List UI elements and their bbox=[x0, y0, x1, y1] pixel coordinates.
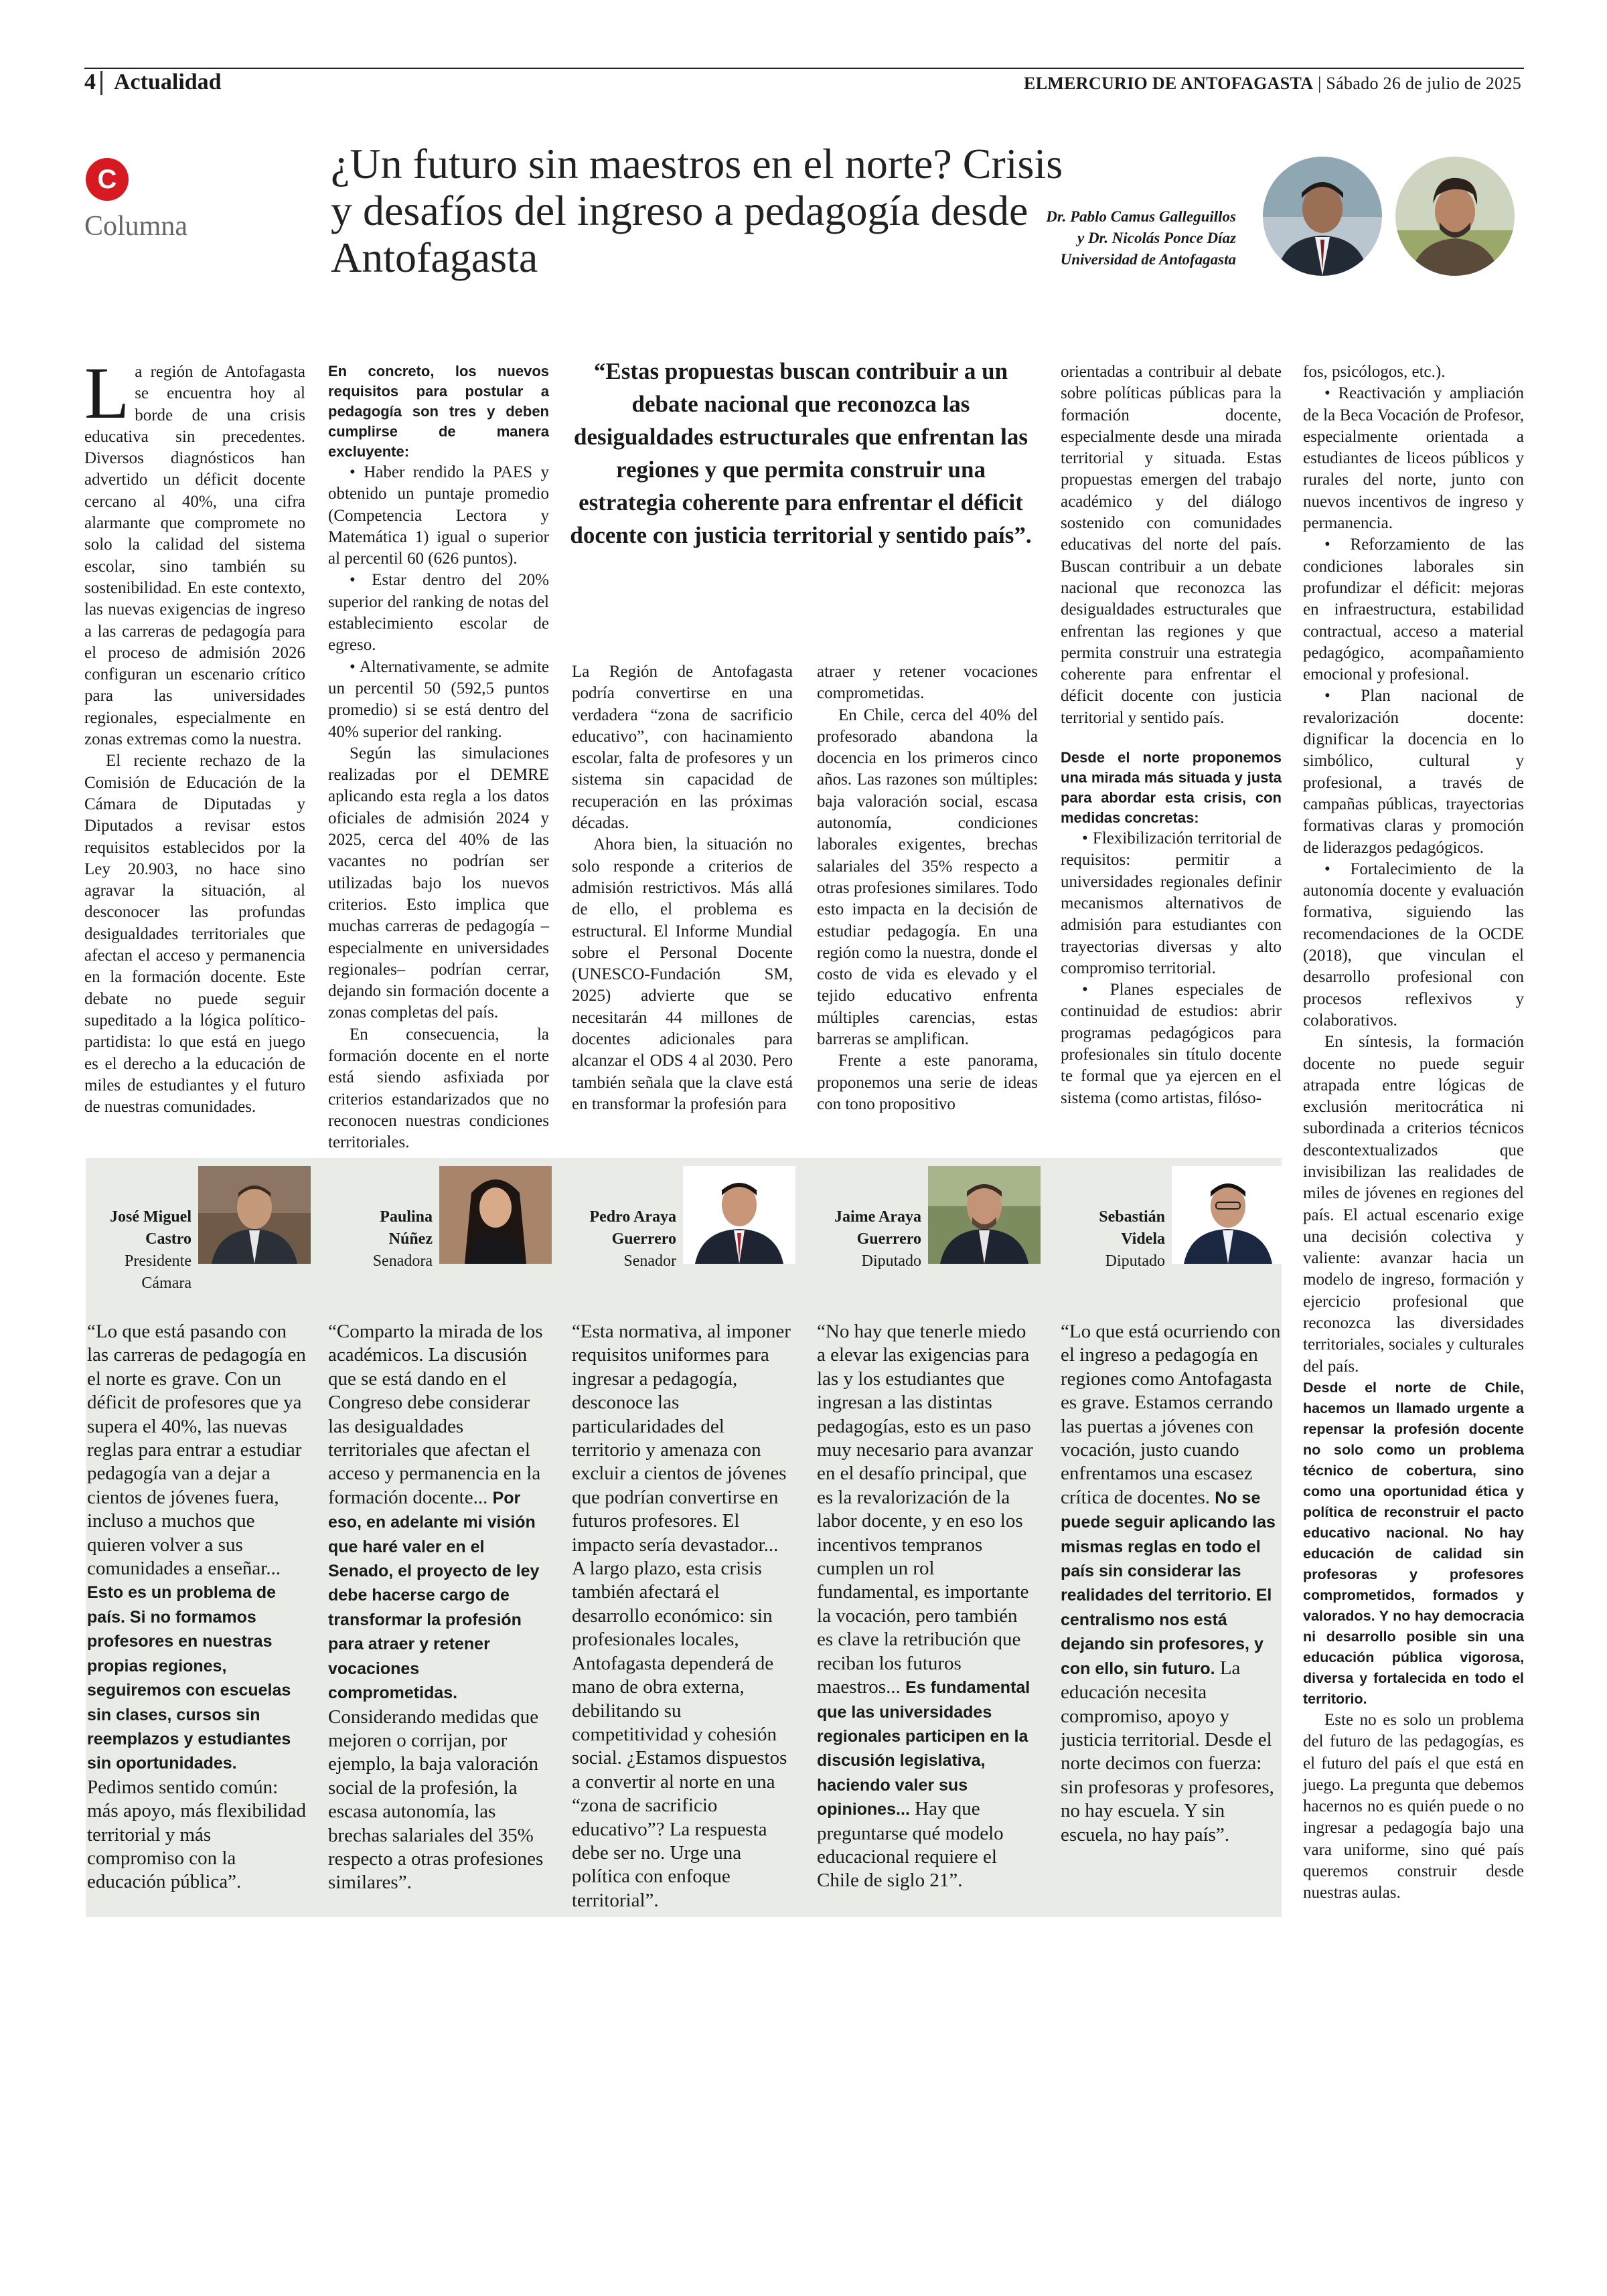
paragraph: orientadas a contribuir al debate sobre políticas públicas para la formación docente, especialmente desde una mirada territorial y situada. Estas propuestas emergen del trabajo académico y del diálogo sostenido con comunidades educativas del norte del país. Buscan contribuir a un debate nacional que reconozca las desigualdades estructurales que enfrentan las regiones y que permita construir una estrategia coherente para enfrentar el déficit docente con justicia territorial y sentido país. bbox=[1061, 363, 1282, 727]
person-name: Guerrero bbox=[856, 1230, 921, 1248]
person-role: Cámara bbox=[141, 1275, 192, 1292]
author-photo-2 bbox=[1395, 157, 1515, 276]
person-role: Diputado bbox=[1105, 1252, 1165, 1270]
drop-cap: L bbox=[84, 352, 130, 434]
issue-date: Sábado 26 de julio de 2025 bbox=[1326, 74, 1521, 93]
person-name: Castro bbox=[145, 1230, 192, 1248]
bullet-item: • Reactivación y ampliación de la Beca Vocación de Profesor, especialmente orientada a estudiantes de liceos públicos y rurales del norte, junto con nuevos incentivos de ingreso y permanencia. bbox=[1303, 384, 1524, 533]
paragraph: Frente a este panorama, proponemos una serie de ideas con tono propositivo bbox=[817, 1052, 1038, 1113]
article-column-2 bbox=[328, 361, 549, 1154]
article-column-6 bbox=[1303, 361, 1524, 1904]
quote-emphasis: Es fundamental que las universidades regionales participen en la discusión legislativa, haciendo valer sus opiniones... bbox=[817, 1678, 1030, 1819]
quote-text: Considerando medidas que mejoren o corrijan, por ejemplo, la baja valoración social de la profesión, la escasa autonomía, las brechas salariales del 35% respecto a otras profesiones similares”. bbox=[328, 1706, 544, 1894]
person-role: Diputado bbox=[861, 1252, 921, 1270]
person-photo bbox=[683, 1166, 795, 1264]
person-name: José Miguel bbox=[110, 1208, 192, 1226]
author-2: y Dr. Nicolás Ponce Díaz bbox=[1077, 230, 1236, 246]
paragraph: En Chile, cerca del 40% del profesorado abandona la docencia en los primeros cinco años. Las razones son múltiples: baja valoración social, escasa autonomía, condiciones laborales exigentes, brechas salariales del 35% respecto a otras profesiones similares. Todo esto impacta en la decisión de estudiar pedagogía. En una región como la nuestra, donde el costo de vida es elevado y el tejido educativo enfrenta múltiples carencias, estas barreras se amplifican. bbox=[817, 706, 1038, 1049]
paragraph: Ahora bien, la situación no solo responde a criterios de admisión restrictivos. Más allá de ello, el problema es estructural. El Informe Mundial sobre el Personal Docente (UNESCO-Fundación SM, 2025) advierte que se necesitarán 44 millones de docentes adicionales para alcanzar el ODS 4 al 2030. Pero también señala que la clave está en transformar la profesión para bbox=[572, 835, 793, 1113]
quote-text: “Comparto la mirada de los académicos. La discusión que se está dando en el Congreso debe considerar las desigualdades territoriales que afectan el acceso y permanencia en la formación docente... bbox=[328, 1321, 543, 1508]
article-column-4 bbox=[817, 661, 1038, 1115]
person-photo bbox=[439, 1166, 552, 1264]
paragraph: Según las simulaciones realizadas por el DEMRE aplicando esta regla a los datos oficiales de admisión 2024 y 2025, cerca del 40% de las vacantes no podrían ser utilizadas bajo los nuevos criterios. Esto implica que muchas carreras de pedagogía –especialmente en universidades regionales– podrían cerrar, dejando sin formación docente a zonas completas del país. bbox=[328, 744, 549, 1022]
quote-text: La educación necesita compromiso, apoyo y justicia territorial. Desde el norte decimos con fuerza: sin profesoras y profesores, no hay escuela. Y sin escuela, no hay país”. bbox=[1061, 1657, 1274, 1846]
article-column-3 bbox=[572, 661, 793, 1115]
bullet-item: • Alternativamente, se admite un percentil 50 (592,5 puntos promedio) si se está dentro del 40% superior del ranking. bbox=[328, 657, 549, 741]
person-name: Jaime Araya bbox=[834, 1208, 921, 1226]
bullet-item: • Haber rendido la PAES y obtenido un puntaje promedio (Competencia Lectora y Matemática 1) igual o superior al percentil 60 (626 puntos). bbox=[328, 463, 549, 568]
headline: ¿Un futuro sin maestros en el norte? Crisis y desafíos del ingreso a pedagogía desde Antofagasta bbox=[331, 140, 1063, 281]
article-column-1 bbox=[84, 352, 305, 1118]
quote-text: Hay que preguntarse qué modelo educacional requiere el Chile de siglo 21”. bbox=[817, 1798, 1004, 1892]
header-divider bbox=[100, 71, 102, 95]
quote-emphasis: Por eso, en adelante mi visión que haré valer en el Senado, el proyecto de ley debe hacerse cargo de transformar la profesión para atraer y retener vocaciones comprometidas. bbox=[328, 1488, 540, 1703]
bullet-item: • Estar dentro del 20% superior del ranking de notas del establecimiento escolar de egreso. bbox=[328, 571, 549, 655]
paragraph: a región de Antofagasta se encuentra hoy al borde de una crisis educativa sin precedentes. Diversos diagnósticos han advertido un déficit docente cercano al 40%, una cifra alarmante que compromete no solo la calidad del sistema escolar, sino también su sostenibilidad. En este contexto, las nuevas exigencias de ingreso a las carreras de pedagogía para el proceso de admisión 2026 configuran un escenario crítico para las universidades regionales, especialmente en zonas extremas como la nuestra. bbox=[84, 363, 305, 749]
person-role: Presidente bbox=[125, 1252, 192, 1270]
bullet-item: • Planes especiales de continuidad de estudios: abrir programas pedagógicos para profesionales sin título docente te formal que ya ejercen en el sistema (como artistas, filóso- bbox=[1061, 981, 1282, 1107]
bullet-item: • Plan nacional de revalorización docente: dignificar la docencia en lo simbólico, cultural y profesional, a través de campañas públicas, trayectorias formativas claras y promoción de liderazgos pedagógicos. bbox=[1303, 687, 1524, 857]
affiliation: Universidad de Antofagasta bbox=[1060, 251, 1236, 268]
pull-quote: “Estas propuestas buscan contribuir a un debate nacional que reconozca las desigualdades estructurales que enfrentan las regiones y que permita construir una estrategia coherente para enfrentar el déficit docente con justicia territorial y sentido país”. bbox=[570, 358, 1032, 548]
header-rule bbox=[84, 68, 1524, 69]
paragraph: En síntesis, la formación docente no puede seguir atrapada entre lógicas de exclusión meritocrática ni subordinada a criterios técnicos descontextualizados que invisibilizan las realidades de miles de jóvenes en regiones del país. El actual escenario exige una decisión colectiva y valiente: avanzar hacia un modelo de ingreso, formación y ejercicio profesional que reconozca las diversidades territoriales, sociales y culturales del país. bbox=[1303, 1033, 1524, 1376]
paragraph: fos, psicólogos, etc.). bbox=[1303, 363, 1446, 381]
paragraph: Este no es solo un problema del futuro de las pedagogías, es el futuro del país el que está en juego. La pregunta que debemos hacernos no es quién puede o no ingresar a pedagogía bajo una vara uniforme, sino qué país queremos construir desde nuestras aulas. bbox=[1303, 1710, 1524, 1902]
person-name: Paulina bbox=[380, 1208, 433, 1226]
column-badge-icon: C bbox=[86, 158, 129, 201]
paragraph: El reciente rechazo de la Comisión de Educación de la Cámara de Diputadas y Diputados a revisar estos requisitos establecidos por la Ley 20.903, no hace sino agravar la situación, al desconocer las profundas desigualdades territoriales que afectan el acceso y permanencia en la formación docente. Este debate no puede seguir supeditado a la lógica político-partidista: lo que está en juego es el derecho a la educación de miles de estudiantes y el futuro de nuestras comunidades. bbox=[84, 752, 305, 1117]
person-photo bbox=[1172, 1166, 1284, 1264]
bullet-item: • Fortalecimiento de la autonomía docente y evaluación formativa, siguiendo las recomendaciones de la OCDE (2018), que vinculan el desarrollo profesional con procesos reflexivos y colaborativos. bbox=[1303, 859, 1524, 1030]
quote-emphasis: No se puede seguir aplicando las mismas reglas en todo el país sin considerar las realidades del territorio. El centralismo nos está dejando sin profesores, y con ello, sin futuro. bbox=[1061, 1488, 1276, 1678]
person-name: Sebastián bbox=[1099, 1208, 1165, 1226]
page-number: 4 bbox=[84, 70, 96, 94]
byline bbox=[897, 206, 1236, 270]
closing-bold-paragraph: Desde el norte de Chile, hacemos un llamado urgente a repensar la profesión docente no solo como un problema técnico de cobertura, sino como una oportunidad ética y política de reconstruir el pacto educativo nacional. No hay educación de calidad sin profesoras y profesores comprometidos, formados y valorados. Y no hay democracia ni desarrollo posible sin una educación pública vigorosa, diversa y fortalecida en todo el territorio. bbox=[1303, 1379, 1524, 1707]
person-role: Senadora bbox=[372, 1252, 433, 1270]
article-column-5 bbox=[1061, 361, 1282, 1109]
person-name: Núñez bbox=[388, 1230, 433, 1248]
author-1: Dr. Pablo Camus Galleguillos bbox=[1046, 208, 1236, 225]
column-label: Columna bbox=[84, 211, 187, 242]
subhead: Desde el norte proponemos una mirada más situada y justa para abordar esta crisis, con medidas concretas: bbox=[1061, 749, 1282, 827]
bullet-item: • Reforzamiento de las condiciones laborales sin profundizar el déficit: mejoras en infraestructura, estabilidad contractual, acceso a material pedagógico, acompañamiento emocional y profesional. bbox=[1303, 536, 1524, 684]
quote-text: “Esta normativa, al imponer requisitos uniformes para ingresar a pedagogía, desconoce las particularidades del territorio y amenaza con excluir a cientos de jóvenes que podrían convertirse en futuros profesores. El impacto sería devastador... A largo plazo, esta crisis también afectará el desarrollo económico: sin profesionales locales, Antofagasta dependerá de mano de obra externa, debilitando su competitividad y cohesión social. ¿Estamos dispuestos a convertir al norte en una “zona de sacrificio educativo”? La respuesta debe ser no. Urge una política con enfoque territorial”. bbox=[572, 1321, 791, 1911]
quote-text: “Lo que está pasando con las carreras de pedagogía en el norte es grave. Con un déficit de profesores que ya supera el 40%, las nuevas reglas para entrar a estudiar pedagogía van a dejar a cientos de jóvenes fuera, incluso a muchos que quieren volver a sus comunidades a enseñar... bbox=[87, 1321, 306, 1580]
newspaper-name: ELMERCURIO DE ANTOFAGASTA bbox=[1024, 74, 1314, 93]
paragraph: En consecuencia, la formación docente en el norte está siendo asfixiada por criterios estandarizados que no reconocen nuestras condiciones territoriales. bbox=[328, 1025, 549, 1152]
author-photo-1 bbox=[1263, 157, 1382, 276]
quote-emphasis: Esto es un problema de país. Si no formamos profesores en nuestras propias regiones, seguiremos con escuelas sin clases, cursos sin reemplazos y estudiantes sin oportunidades. bbox=[87, 1583, 291, 1773]
section-title: Actualidad bbox=[114, 70, 222, 94]
person-photo bbox=[928, 1166, 1041, 1264]
paragraph: atraer y retener vocaciones comprometidas. bbox=[817, 663, 1038, 703]
person-name: Pedro Araya bbox=[589, 1208, 676, 1226]
person-photo bbox=[198, 1166, 311, 1264]
quote-text: Pedimos sentido común: más apoyo, más flexibilidad territorial y más compromiso con la educación pública”. bbox=[87, 1776, 306, 1893]
masthead: ELMERCURIO DE ANTOFAGASTA | Sábado 26 de julio de 2025 bbox=[1024, 74, 1521, 93]
person-role: Senador bbox=[623, 1252, 676, 1270]
quote-text: “No hay que tenerle miedo a elevar las exigencias para las y los estudiantes que ingresan a las distintas pedagogías, esto es un paso muy necesario para avanzar en el desafío principal, que es la revalorización de la labor docente, y en eso los incentivos tempranos cumplen un rol fundamental, es importante la vocación, pero también es clave la retribución que reciban los futuros maestros... bbox=[817, 1321, 1033, 1698]
subhead: En concreto, los nuevos requisitos para postular a pedagogía son tres y deben cumplirse de manera excluyente: bbox=[328, 363, 549, 460]
bullet-item: • Flexibilización territorial de requisitos: permitir a universidades regionales definir mecanismos alternativos de admisión para estudiantes con trayectorias diversas y alto compromiso territorial. bbox=[1061, 829, 1282, 977]
person-name: Guerrero bbox=[611, 1230, 676, 1248]
paragraph: La Región de Antofagasta podría convertirse en una verdadera “zona de sacrificio educativo”, con hacinamiento escolar, falta de profesores y un sistema sin capacidad de recuperación en las próximas décadas. bbox=[572, 663, 793, 833]
quote-text: “Lo que está ocurriendo con el ingreso a pedagogía en regiones como Antofagasta es grave. Estamos cerrando las puertas a jóvenes con vocación, justo cuando enfrentamos una escasez crítica de docentes. bbox=[1061, 1321, 1281, 1508]
person-name: Videla bbox=[1121, 1230, 1165, 1248]
